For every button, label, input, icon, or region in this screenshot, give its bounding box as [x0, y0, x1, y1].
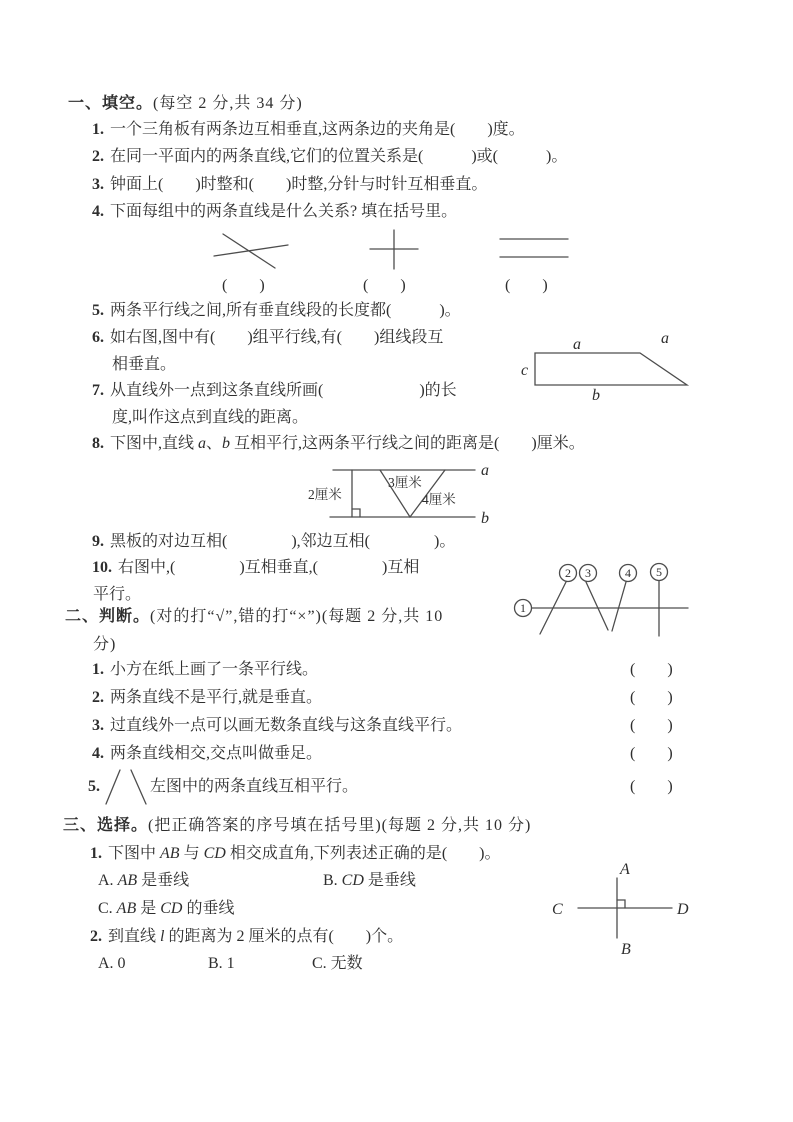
judge-q3	[92, 717, 462, 735]
label-2cm: 2厘米	[308, 487, 342, 502]
fill-section-title: 一、填空。	[68, 95, 154, 112]
option-b-var: CD	[341, 872, 364, 889]
choice-q2-number: 2.	[90, 928, 102, 945]
numbered-lines-figure	[508, 556, 708, 644]
circle-1-label: 1	[520, 601, 526, 615]
option-c-text1: 是	[136, 900, 161, 917]
slanted-segment-1	[106, 770, 120, 804]
choice-q1-option-a	[98, 872, 189, 890]
judge-q2-number: 2.	[92, 689, 104, 706]
fill-q8	[92, 435, 585, 453]
circle-3-label: 3	[585, 566, 591, 580]
parallel-distance-figure	[300, 458, 500, 530]
fill-q10-number: 10.	[92, 559, 112, 576]
fill-q3-text: 钟面上( )时整和( )时整,分针与时针互相垂直。	[110, 176, 488, 193]
choice-q1-number: 1.	[90, 845, 102, 862]
perpendicular-cross-figure	[370, 230, 418, 269]
right-angle-mark	[352, 509, 360, 517]
label-4cm: 4厘米	[422, 492, 456, 507]
fill-q4	[92, 203, 457, 221]
fill-q5-text: 两条平行线之间,所有垂直线段的长度都( )。	[110, 302, 461, 319]
fill-q7-number: 7.	[92, 382, 104, 399]
option-b-prefix: B.	[323, 872, 342, 889]
choice-q1-text2: 与	[179, 845, 204, 862]
choice-q2-text1: 到直线	[108, 928, 161, 945]
choice-q2	[90, 928, 403, 946]
judge-section-note1: (对的打“√”,错的打“×”)(每题 2 分,共 10	[150, 608, 444, 625]
judge-q2-paren: ( )	[630, 689, 673, 706]
fill-q6-text2: 相垂直。	[112, 356, 177, 373]
option-c-text2: 的垂线	[182, 900, 235, 917]
trapezoid-label-a-right: a	[661, 330, 669, 347]
fill-q3	[92, 176, 487, 194]
choice-q1	[90, 845, 500, 863]
choice-q2-option-b: B. 1	[208, 955, 235, 972]
circle-5-label: 5	[656, 565, 662, 579]
fill-q1-text: 一个三角板有两条边互相垂直,这两条边的夹角是( )度。	[110, 121, 525, 138]
judge-q5-paren: ( )	[630, 778, 673, 795]
fill-q6-line2	[112, 356, 176, 374]
fill-q1	[92, 121, 525, 139]
fill-q6-number: 6.	[92, 329, 104, 346]
fill-q1-number: 1.	[92, 121, 104, 138]
fill-q8-text3: 互相平行,这两条平行线之间的距离是( )厘米。	[230, 435, 585, 452]
choice-q1-var-ab: AB	[160, 845, 180, 862]
choice-section-note: (把正确答案的序号填在括号里)(每题 2 分,共 10 分)	[148, 817, 532, 834]
label-point-c: C	[552, 901, 563, 918]
trapezoid-label-a-top: a	[573, 336, 581, 353]
fill-q2-number: 2.	[92, 148, 104, 165]
fill-q10-text2: 平行。	[93, 586, 142, 603]
answer-blank-3: ( )	[505, 277, 548, 294]
fill-q3-number: 3.	[92, 176, 104, 193]
judge-section-heading	[65, 608, 443, 626]
option-c-var2: CD	[160, 900, 183, 917]
option-a-var: AB	[117, 872, 138, 889]
answer-blank-1: ( )	[222, 277, 265, 294]
judge-q4-paren: ( )	[630, 745, 673, 762]
label-point-b: B	[621, 941, 631, 958]
choice-q2-option-c: C. 无数	[312, 955, 363, 972]
judge-q1	[92, 661, 318, 679]
fill-q9-number: 9.	[92, 533, 104, 550]
crossing-line-2	[214, 245, 288, 256]
fill-section-heading	[68, 95, 303, 113]
judge-q3-text: 过直线外一点可以画无数条直线与这条直线平行。	[110, 717, 463, 734]
fill-q2	[92, 148, 567, 166]
fill-q8-var-b: b	[222, 435, 231, 452]
option-a-text: 是垂线	[137, 872, 190, 889]
answer-blank-2: ( )	[363, 277, 406, 294]
option-a-prefix: A.	[98, 872, 118, 889]
fill-q10-line2	[93, 586, 141, 604]
judge-q4	[92, 745, 322, 763]
line-pairs-figure	[200, 226, 580, 276]
label-b: b	[481, 510, 489, 527]
judge-q2-text: 两条直线不是平行,就是垂直。	[110, 689, 323, 706]
crossing-lines-figure	[214, 234, 288, 268]
fill-q2-text: 在同一平面内的两条直线,它们的位置关系是( )或( )。	[110, 148, 568, 165]
right-angle-mark	[617, 900, 625, 908]
judge-q1-paren: ( )	[630, 661, 673, 678]
choice-q1-text3: 相交成直角,下列表述正确的是( )。	[225, 845, 501, 862]
fill-q8-text2: 、	[206, 435, 223, 452]
choice-section-title: 三、选择。	[63, 817, 149, 834]
circle-4-label: 4	[625, 566, 631, 580]
fill-q9	[92, 533, 455, 551]
fill-q7-text1: 从直线外一点到这条直线所画( )的长	[110, 382, 457, 399]
trapezoid-outline	[535, 353, 687, 385]
fill-q4-number: 4.	[92, 203, 104, 220]
fill-q5	[92, 302, 461, 320]
judge-q5-number: 5.	[88, 778, 100, 795]
judge-section-note2: 分)	[93, 636, 117, 653]
fill-q7-text2: 度,叫作这点到直线的距离。	[112, 409, 309, 426]
fill-section-note: (每空 2 分,共 34 分)	[153, 95, 303, 112]
fill-q10-line1	[92, 559, 419, 577]
slanted-segment-2	[131, 770, 146, 804]
choice-q1-var-cd: CD	[203, 845, 226, 862]
choice-q1-text1: 下图中	[108, 845, 161, 862]
option-c-prefix: C.	[98, 900, 117, 917]
judge-q2	[92, 689, 322, 707]
trapezoid-label-c: c	[521, 362, 529, 379]
judge-q3-paren: ( )	[630, 717, 673, 734]
fill-q7-line1	[92, 382, 457, 400]
judge-section-title: 二、判断。	[65, 608, 151, 625]
perpendicular-abcd-figure	[545, 855, 705, 965]
choice-q1-option-b	[323, 872, 416, 890]
fill-q8-var-a: a	[198, 435, 207, 452]
trapezoid-label-b: b	[592, 387, 600, 404]
label-3cm: 3厘米	[388, 475, 422, 490]
choice-q2-var-l: l	[160, 928, 165, 945]
judge-q1-text: 小方在纸上画了一条平行线。	[110, 661, 319, 678]
fill-q8-number: 8.	[92, 435, 104, 452]
choice-section-heading	[63, 817, 531, 835]
fill-q6-line1	[92, 329, 443, 347]
label-point-d: D	[677, 901, 689, 918]
option-b-text: 是垂线	[363, 872, 416, 889]
numbered-line-4	[612, 582, 626, 631]
choice-q2-option-a: A. 0	[98, 955, 126, 972]
numbered-line-3	[586, 582, 608, 630]
label-point-a: A	[620, 861, 630, 878]
choice-q1-option-c	[98, 900, 234, 918]
fill-q5-number: 5.	[92, 302, 104, 319]
option-c-var1: AB	[116, 900, 137, 917]
label-a: a	[481, 462, 489, 479]
judge-q1-number: 1.	[92, 661, 104, 678]
choice-q2-text2: 的距离为 2 厘米的点有( )个。	[164, 928, 404, 945]
trapezoid-figure	[515, 330, 715, 402]
parallel-lines-figure	[500, 239, 568, 257]
circle-2-label: 2	[565, 566, 571, 580]
judge-q5-text: 左图中的两条直线互相平行。	[150, 778, 359, 795]
judge-q4-text: 两条直线相交,交点叫做垂足。	[110, 745, 323, 762]
fill-q7-line2	[112, 409, 308, 427]
fill-q8-text1: 下图中,直线	[110, 435, 199, 452]
fill-q6-text1: 如右图,图中有( )组平行线,有( )组线段互	[110, 329, 444, 346]
fill-q10-text1: 右图中,( )互相垂直,( )互相	[118, 559, 420, 576]
judge-q4-number: 4.	[92, 745, 104, 762]
judge-q3-number: 3.	[92, 717, 104, 734]
fill-q9-text: 黑板的对边互相( ),邻边互相( )。	[110, 533, 456, 550]
fill-q4-text: 下面每组中的两条直线是什么关系? 填在括号里。	[110, 203, 458, 220]
